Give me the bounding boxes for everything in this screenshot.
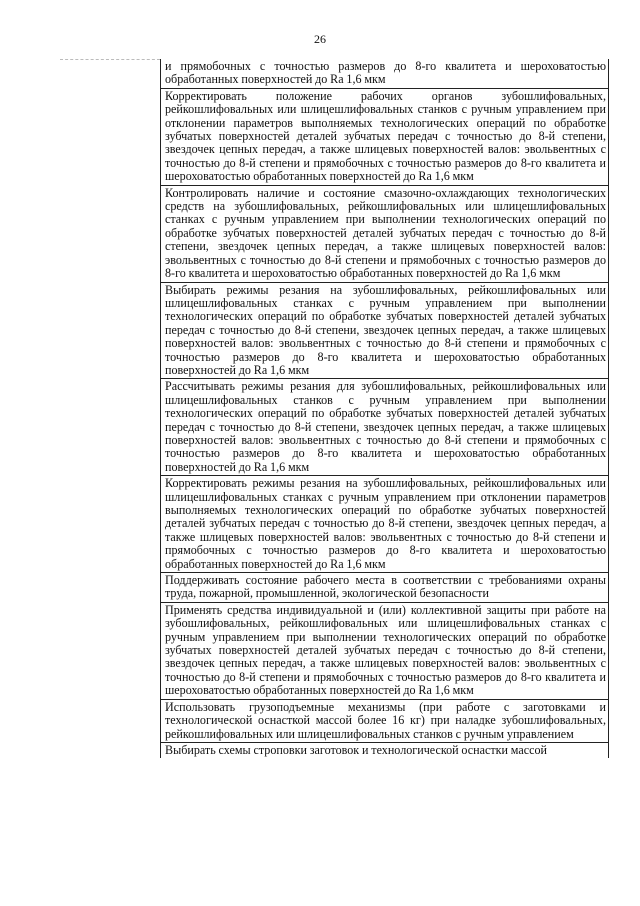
left-column-cell <box>60 742 161 758</box>
skill-cell <box>161 59 609 88</box>
table-row <box>60 282 609 379</box>
left-column-cell <box>60 602 161 699</box>
left-column-cell <box>60 379 161 476</box>
skill-cell <box>161 88 609 185</box>
skill-text: Корректировать режимы резания на зубошлифовальных, рейкошлифовальных или шлицешлифовальных станках с ручным управлением при отклонении параметров выполняемых технологических операций по обработке зубчатых поверхностей деталей зубчатых передач с точностью до 8-й степени, звездочек цепных передач, а также шлицевых поверхностей валов: эвольвентных с точностью до 8-й степени и прямобочных с точностью размеров до 8-го квалитета и шероховатостью обработанных поверхностей до Ra 1,6 мкм <box>165 476 606 571</box>
table-row <box>60 476 609 573</box>
skill-cell <box>161 573 609 603</box>
left-column-cell <box>60 88 161 185</box>
skill-text: Поддерживать состояние рабочего места в соответствии с требованиями охраны труда, пожарной, промышленной, экологической безопасности <box>165 573 606 601</box>
skill-text: Применять средства индивидуальной и (или) коллективной защиты при работе на зубошлифовальных, рейкошлифовальных или шлицешлифовальных станках с ручным управлением при выполнении технологических операций по обработке зубчатых поверхностей деталей зубчатых передач с точностью до 8-й степени, звездочек цепных передач, а также шлицевых поверхностей валов: эвольвентных с точностью до 8-й степени и прямобочных с точностью размеров до 8-го квалитета и шероховатостью обработанных поверхностей до Ra 1,6 мкм <box>165 602 606 698</box>
left-column-cell <box>60 59 161 88</box>
skill-cell <box>161 185 609 282</box>
table-row <box>60 185 609 282</box>
page-number: 26 <box>314 32 326 46</box>
left-column-cell <box>60 699 161 742</box>
skills-table <box>60 59 609 758</box>
skill-text: и прямобочных с точностью размеров до 8-го квалитета и шероховатостью обработанных поверхностей до Ra 1,6 мкм <box>165 59 606 87</box>
table-row <box>60 88 609 185</box>
table-row <box>60 379 609 476</box>
skill-cell <box>161 602 609 699</box>
skill-cell <box>161 699 609 742</box>
left-column-cell <box>60 476 161 573</box>
skill-text: Выбирать схемы строповки заготовок и технологической оснастки массой <box>165 742 548 757</box>
table-row <box>60 573 609 603</box>
table-row <box>60 602 609 699</box>
skill-cell <box>161 742 609 758</box>
skill-text: Корректировать положение рабочих органов зубошлифовальных, рейкошлифовальных или шлицешлифовальных станков с ручным управлением при отклонении параметров выполняемых технологических операций по обработке зубчатых поверхностей деталей зубчатых передач с точностью до 8-й степени, звездочек цепных передач, а также шлицевых поверхностей валов: эвольвентных с точностью до 8-й степени и прямобочных с точностью размеров до 8-го квалитета и шероховатостью обработанных поверхностей до Ra 1,6 мкм <box>165 88 606 184</box>
table-row <box>60 742 609 758</box>
left-column-cell <box>60 282 161 379</box>
skill-text: Использовать грузоподъемные механизмы (при работе с заготовками и технологической оснасткой массой более 16 кг) при наладке зубошлифовальных, рейкошлифовальных или шлицешлифовальных станков с ручным управлением <box>165 699 606 741</box>
skill-cell <box>161 379 609 476</box>
skill-text: Выбирать режимы резания на зубошлифовальных, рейкошлифовальных или шлицешлифовальных станках с ручным управлением при выполнении технологических операций по обработке зубчатых поверхностей деталей зубчатых передач с точностью до 8-й степени, звездочек цепных передач, а также шлицевых поверхностей валов: эвольвентных с точностью до 8-й степени и прямобочных с точностью размеров до 8-го квалитета и шероховатостью обработанных поверхностей до Ra 1,6 мкм <box>165 282 606 377</box>
skill-text: Контролировать наличие и состояние смазочно-охлаждающих технологических средств на зубошлифовальных, рейкошлифовальных или шлицешлифовальных станках с ручным управлением при выполнении технологических операций по обработке зубчатых поверхностей деталей зубчатых передач с точностью до 8-й степени, звездочек цепных передач, а также шлицевых поверхностей валов: эвольвентных с точностью до 8-й степени и прямобочных с точностью размеров до 8-го квалитета и шероховатостью обработанных поверхностей до Ra 1,6 мкм <box>165 185 606 281</box>
skill-text: Рассчитывать режимы резания для зубошлифовальных, рейкошлифовальных или шлицешлифовальных станков с ручным управлением при выполнении технологических операций по обработке зубчатых поверхностей деталей зубчатых передач с точностью до 8-й степени, звездочек цепных передач, а также шлицевых поверхностей валов: эвольвентных с точностью до 8-й степени и прямобочных с точностью размеров до 8-го квалитета и шероховатостью обработанных поверхностей до Ra 1,6 мкм <box>165 379 606 474</box>
table-row <box>60 59 609 88</box>
left-column-cell <box>60 573 161 603</box>
table-row <box>60 699 609 742</box>
left-column-cell <box>60 185 161 282</box>
skill-cell <box>161 476 609 573</box>
skill-cell <box>161 282 609 379</box>
